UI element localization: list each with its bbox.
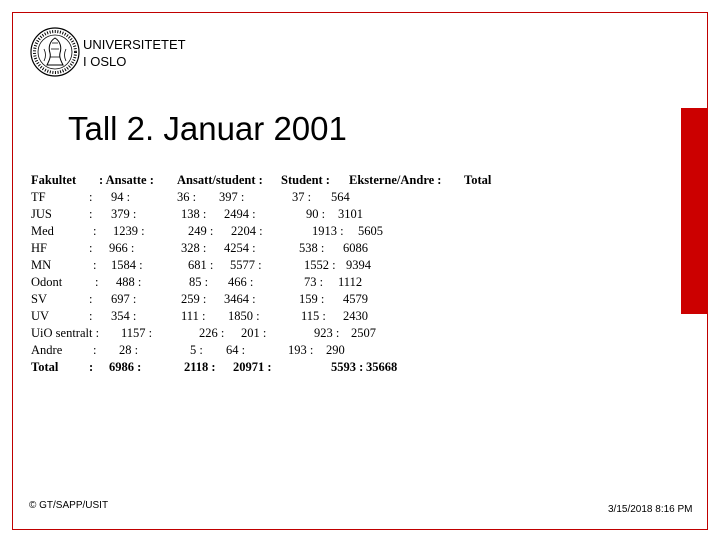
table-cell: SV — [31, 292, 47, 306]
table-cell: 697 : — [111, 292, 137, 306]
table-cell: 966 : — [109, 241, 135, 255]
table-cell: 290 — [326, 343, 345, 357]
table-cell: 6086 — [343, 241, 368, 255]
table-cell: 1239 : — [113, 224, 145, 238]
table-cell: 138 : — [181, 207, 207, 221]
university-seal-icon — [30, 27, 80, 77]
table-cell: 5605 — [358, 224, 383, 238]
table-cell: : — [95, 275, 99, 289]
table-cell: 85 : — [189, 275, 209, 289]
table-cell: MN — [31, 258, 52, 272]
table-cell: 5593 : — [331, 360, 364, 374]
table-cell: 2118 : — [184, 360, 216, 374]
table-cell: 201 : — [241, 326, 267, 340]
table-cell: JUS — [31, 207, 52, 221]
table-cell: : — [93, 343, 97, 357]
column-header: Student : — [281, 173, 330, 187]
table-cell: 6986 : — [109, 360, 142, 374]
table-cell: : — [89, 360, 94, 374]
table-cell: 1584 : — [111, 258, 143, 272]
table-cell: : — [89, 309, 93, 323]
table-cell: 115 : — [301, 309, 326, 323]
table-cell: 4579 — [343, 292, 368, 306]
table-cell: 249 : — [188, 224, 214, 238]
table-cell: 64 : — [226, 343, 246, 357]
table-cell: UV — [31, 309, 50, 323]
university-name — [83, 36, 186, 70]
table-cell: Andre — [31, 343, 63, 357]
table-cell: 328 : — [181, 241, 207, 255]
footer-timestamp: 3/15/2018 8:16 PM — [608, 504, 693, 515]
table-cell: : — [89, 241, 93, 255]
table-cell: Odont — [31, 275, 63, 289]
table-cell: 397 : — [219, 190, 245, 204]
table-cell: 1913 : — [312, 224, 344, 238]
table-cell: : — [89, 207, 93, 221]
column-header: Total — [464, 173, 492, 187]
table-cell: 379 : — [111, 207, 137, 221]
table-cell: 538 : — [299, 241, 325, 255]
table-cell: 3101 — [338, 207, 363, 221]
table-cell: 466 : — [228, 275, 254, 289]
table-cell: 2494 : — [224, 207, 256, 221]
table-cell: : — [89, 190, 93, 204]
logo-line-2: I OSLO — [83, 54, 127, 69]
table-cell: Total — [31, 360, 59, 374]
table-cell: 36 : — [177, 190, 197, 204]
column-header: : Ansatte : — [99, 173, 154, 187]
table-cell: 111 : — [181, 309, 206, 323]
footer-copyright: © GT/SAPP/USIT — [29, 500, 109, 511]
table-cell: 2507 — [351, 326, 376, 340]
table-cell: 3464 : — [224, 292, 256, 306]
table-cell: 354 : — [111, 309, 137, 323]
table-cell: 28 : — [119, 343, 139, 357]
table-cell: 5577 : — [230, 258, 262, 272]
slide-title: Tall 2. Januar 2001 — [68, 110, 347, 147]
table-cell: 94 : — [111, 190, 131, 204]
table-cell: 37 : — [292, 190, 312, 204]
table-cell: 20971 : — [233, 360, 272, 374]
table-cell: Med — [31, 224, 54, 238]
column-header: Fakultet — [31, 173, 77, 187]
table-cell: UiO sentralt : — [31, 326, 100, 340]
table-cell: 923 : — [314, 326, 340, 340]
table-cell: 1157 : — [121, 326, 153, 340]
table-cell: 5 : — [190, 343, 203, 357]
table-cell: HF — [31, 241, 47, 255]
table-cell: 4254 : — [224, 241, 256, 255]
table-cell: 259 : — [181, 292, 207, 306]
column-header: Ansatt/student : — [177, 173, 263, 187]
table-cell: 1112 — [338, 275, 363, 289]
column-header: Eksterne/Andre : — [349, 173, 442, 187]
table-cell: 564 — [331, 190, 350, 204]
table-cell: 2204 : — [231, 224, 263, 238]
table-cell: : — [93, 258, 97, 272]
table-cell: 73 : — [304, 275, 324, 289]
table-cell: 90 : — [306, 207, 326, 221]
table-cell: 2430 — [343, 309, 368, 323]
table-cell: 35668 — [366, 360, 398, 374]
table-cell: 1850 : — [228, 309, 260, 323]
logo-line-1: UNIVERSITETET — [83, 37, 186, 52]
table-cell: 1552 : — [304, 258, 336, 272]
accent-bar — [681, 108, 708, 314]
table-cell: TF — [31, 190, 46, 204]
table-cell: 681 : — [188, 258, 214, 272]
table-cell: 9394 — [346, 258, 371, 272]
table-cell: : — [93, 224, 97, 238]
table-cell: : — [89, 292, 93, 306]
table-cell: 226 : — [199, 326, 225, 340]
table-cell: 159 : — [299, 292, 325, 306]
table-cell: 193 : — [288, 343, 314, 357]
table-cell: 488 : — [116, 275, 142, 289]
